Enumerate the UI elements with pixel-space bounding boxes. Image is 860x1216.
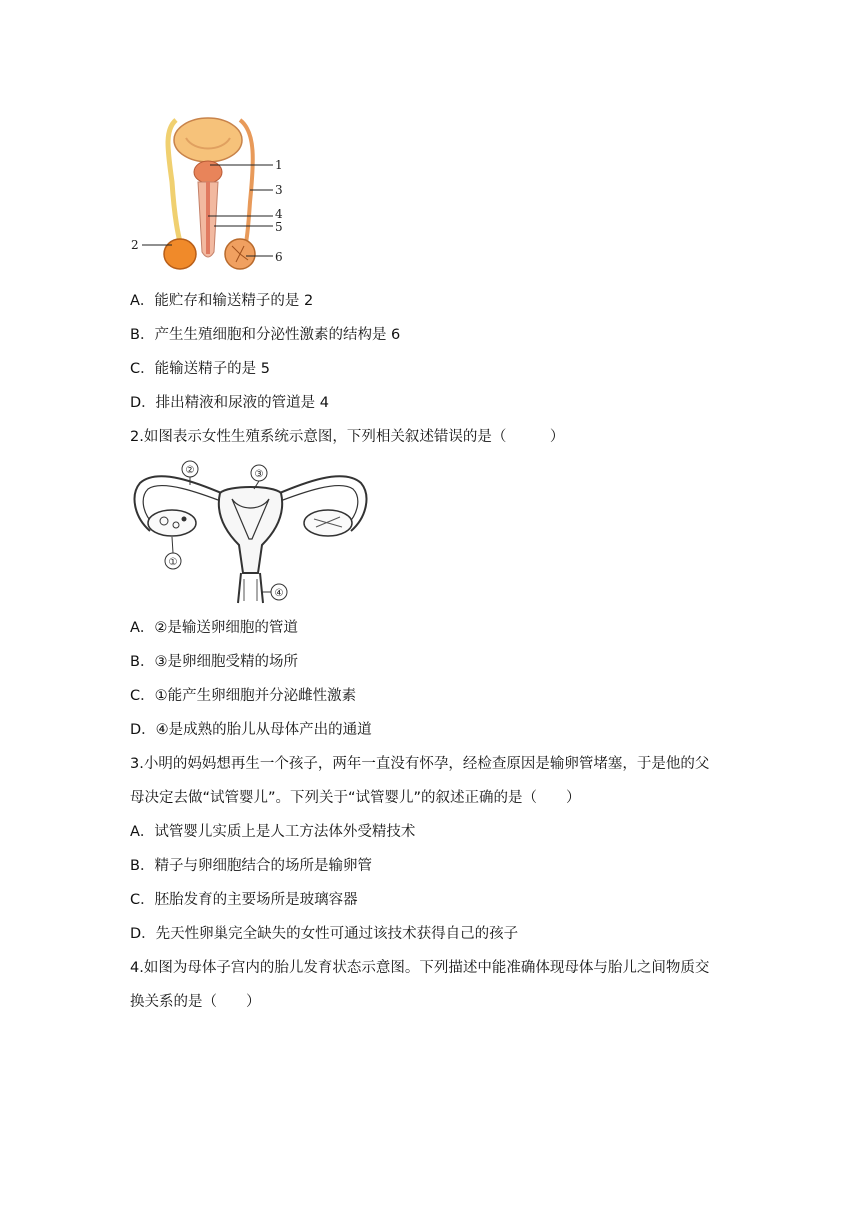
female-reproductive-diagram xyxy=(128,455,373,605)
female-reproductive-illustration xyxy=(128,455,373,605)
q2-option-c: C．①能产生卵细胞并分泌雌性激素 xyxy=(130,688,357,704)
q3-stem-line2: 母决定去做“试管婴儿”。下列关于“试管婴儿”的叙述正确的是（ ） xyxy=(130,790,581,806)
q1-option-c: C．能输送精子的是 5 xyxy=(130,361,270,377)
fig2-label-2: ② xyxy=(185,465,195,476)
q2-stem: 2.如图表示女性生殖系统示意图，下列相关叙述错误的是（ ） xyxy=(130,429,565,445)
fig1-label-5: 5 xyxy=(275,220,283,234)
q3-option-d: D．先天性卵巢完全缺失的女性可通过该技术获得自己的孩子 xyxy=(130,926,519,942)
q2-option-b: B．③是卵细胞受精的场所 xyxy=(130,654,298,670)
q2-option-d: D．④是成熟的胎儿从母体产出的通道 xyxy=(130,722,372,738)
q3-option-c: C．胚胎发育的主要场所是玻璃容器 xyxy=(130,892,358,908)
q3-stem-line1: 3.小明的妈妈想再生一个孩子，两年一直没有怀孕，经检查原因是输卵管堵塞，于是他的父 xyxy=(130,756,710,772)
q2-option-a: A．②是输送卵细胞的管道 xyxy=(130,620,298,636)
q4-stem-line1: 4.如图为母体子宫内的胎儿发育状态示意图。下列描述中能准确体现母体与胎儿之间物质交 xyxy=(130,960,710,976)
fig2-label-4: ④ xyxy=(274,588,284,599)
male-reproductive-illustration xyxy=(128,112,288,274)
q3-option-b: B．精子与卵细胞结合的场所是输卵管 xyxy=(130,858,372,874)
fig1-label-1: 1 xyxy=(275,158,283,172)
q4-stem-line2: 换关系的是（ ） xyxy=(130,994,261,1010)
fig1-label-2: 2 xyxy=(131,238,139,252)
fig2-label-1: ① xyxy=(168,557,178,568)
fig2-label-3: ③ xyxy=(254,469,264,480)
fig1-label-4: 4 xyxy=(275,207,283,221)
q1-option-a: A．能贮存和输送精子的是 2 xyxy=(130,293,314,309)
fig1-label-3: 3 xyxy=(275,183,283,197)
q1-option-b: B．产生生殖细胞和分泌性激素的结构是 6 xyxy=(130,327,401,343)
q1-option-d: D．排出精液和尿液的管道是 4 xyxy=(130,395,329,411)
q3-option-a: A．试管婴儿实质上是人工方法体外受精技术 xyxy=(130,824,416,840)
fig1-label-6: 6 xyxy=(275,250,283,264)
male-reproductive-diagram xyxy=(128,112,288,274)
